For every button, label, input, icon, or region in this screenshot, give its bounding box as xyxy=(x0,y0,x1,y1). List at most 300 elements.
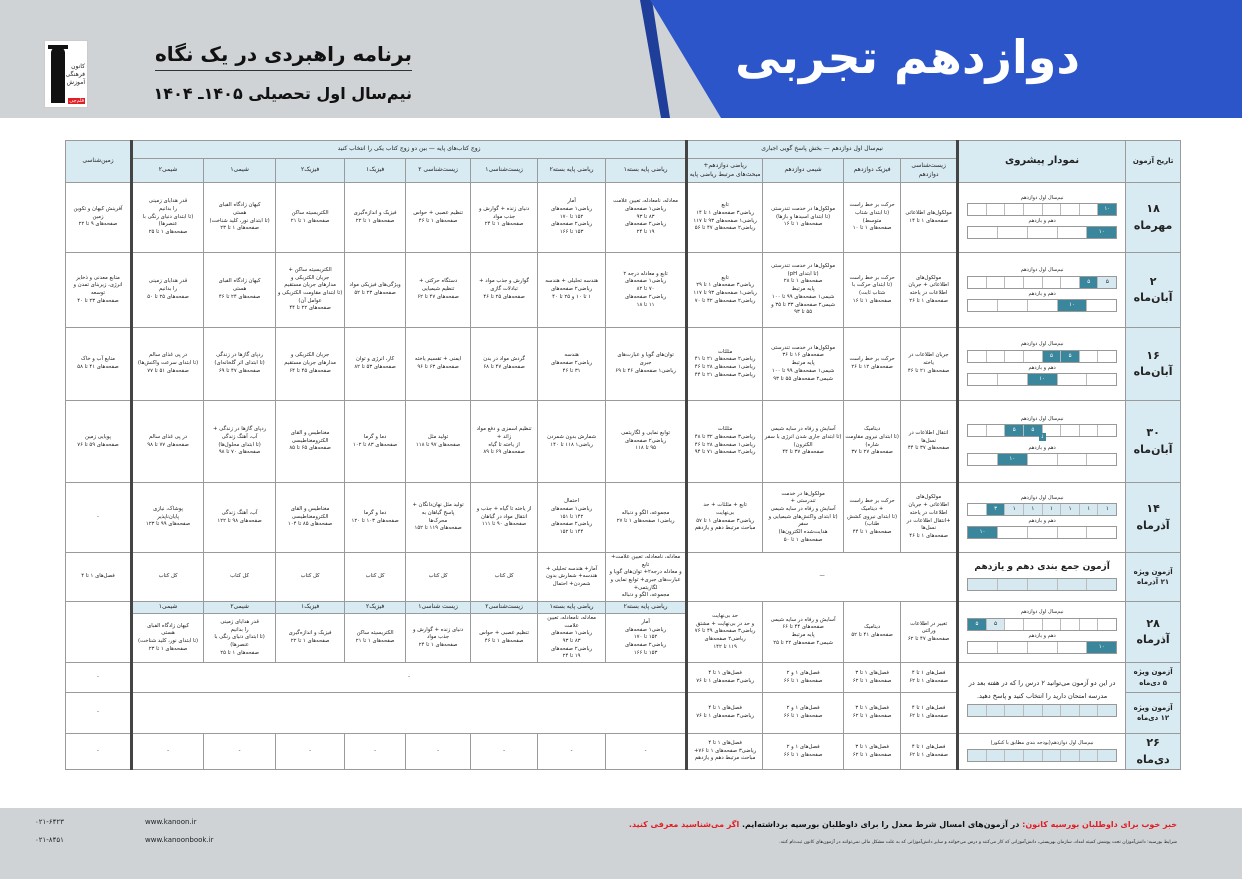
progress-segment xyxy=(1060,750,1079,761)
topic-pair-cell: کل کتاب xyxy=(406,553,471,602)
topic-pair-cell: تنظیم عصبی + حواس صفحه‌های ۱ تا ۴۶ xyxy=(471,614,538,663)
merged-12-cell: — xyxy=(687,553,958,602)
progress-segment xyxy=(968,300,997,311)
progress-segment xyxy=(1042,204,1061,215)
progress-segment: ۵ xyxy=(1079,277,1098,288)
progress-segment: ۱۰ xyxy=(968,527,997,538)
progress-chart xyxy=(958,553,1126,602)
topic-pair-cell: دنیای زنده + گوارش و جذب مواد صفحه‌های ۱ تا ۲۴ xyxy=(406,614,471,663)
progress-segment xyxy=(1023,351,1042,362)
progress-chart xyxy=(958,602,1126,663)
schedule-table xyxy=(65,140,1181,770)
progress-segment: ۵ xyxy=(968,619,986,630)
progress-segment xyxy=(986,204,1005,215)
exam-date: ۲۶ دی‌ماه xyxy=(1126,734,1181,770)
topic-12-cell: مولکول‌ها در خدمت تندرستی صفحه‌های ۱۶ تا ۳۶ پایه مرتبط شیمی۱ صفحه‌های ۹۹ تا ۱۰۰ شیمی۲ صفحه‌های ۵۵ تا ۹۳ xyxy=(763,328,844,401)
col-header-pair-6: شیمی۱ xyxy=(204,159,276,183)
col-header-12-1: فیزیک دوازدهم xyxy=(844,159,901,183)
exam-row xyxy=(66,328,1181,401)
progress-bar xyxy=(967,578,1117,591)
progress-bar xyxy=(967,276,1117,289)
progress-bar xyxy=(967,526,1117,539)
bar-label: دهم و یازدهم xyxy=(1028,364,1056,371)
col-header-12-3: ریاضی دوازدهم+ مبحث‌های مرتبط ریاضی پایه xyxy=(687,159,763,183)
topic-pair-cell: - xyxy=(538,734,606,770)
progress-chart xyxy=(958,183,1126,253)
progress-segment: ۱۰ xyxy=(1027,374,1057,385)
chart-note: در این دو آزمون می‌توانید ۲ درس را که در هفته بعد در مدرسه امتحان دارید را انتخاب کنید و پاسخ دهید. xyxy=(968,679,1116,700)
progress-segment xyxy=(1060,277,1079,288)
footer xyxy=(0,808,1242,879)
topic-12-cell: فصل‌های ۱ و ۲ صفحه‌های ۱ تا ۶۶ xyxy=(763,663,844,693)
progress-bar xyxy=(967,749,1117,762)
bar-label: دهم و یازدهم xyxy=(1028,218,1056,224)
topic-12-cell: فصل‌های ۱ تا ۴ ریاضی۳ صفحه‌های ۱ تا ۷۶+ مباحث مرتبط دهم و یازدهم xyxy=(687,734,763,770)
topic-pair-cell: قدر هدایای زمینی را بدانیم (تا ابتدای دنیای رنگی با عنصرها) صفحه‌های ۱ تا ۲۵ xyxy=(204,614,276,663)
progress-segment xyxy=(1004,619,1023,630)
progress-segment xyxy=(986,277,1005,288)
sub-header-pair: ریاضی پایه بسته۱ xyxy=(538,602,606,614)
logo-brand: قلم‌چی xyxy=(69,98,84,104)
topic-pair-cell: کیهان زادگاه الفبای هستی صفحه‌های ۲۴ تا ۴۶ xyxy=(204,253,276,328)
bar-label: دهم و یازدهم xyxy=(1028,290,1056,297)
progress-segment xyxy=(986,750,1005,761)
topic-12-cell: آسایش و رفاه در سایه شیمی (تا ابتدای جاری شدن انرژی با سفر الکترون) صفحه‌های ۳۷ تا ۴۴ xyxy=(763,401,844,483)
progress-segment xyxy=(1042,705,1061,716)
topic-pair-cell: مغناطیس و القای الکترومغناطیسی صفحه‌های ۶۵ تا ۸۵ xyxy=(276,401,345,483)
news-text: در آزمون‌های امسال شرط معدل را برای داوطلبان بورسیه برداشته‌ایم. xyxy=(739,820,1023,829)
topic-pair-cell: - xyxy=(406,734,471,770)
topic-pair-cell: مغناطیس و القای الکترومغناطیسی صفحه‌های ۸۵ تا ۱۰۴ xyxy=(276,483,345,553)
logo-text: کانون فرهنگی آموزش xyxy=(65,63,85,86)
topic-pair-cell: کل کتاب xyxy=(471,553,538,602)
progress-bar xyxy=(967,373,1117,386)
topic-pair-cell: هندسه ریاضی۲ صفحه‌های ۳۱ تا ۴۶ xyxy=(538,328,606,401)
topic-12-cell: دینامیک (تا ابتدای نیروی مقاومت شاره) صفحه‌های ۲۷ تا ۳۷ xyxy=(844,401,901,483)
progress-segment: ۱ xyxy=(1042,504,1061,515)
topic-pair-cell: معادله، نامعادله، تعیین علامت+ تابع و معادله درجه۲+ توان‌های گویا و عبارت‌های جبری+ توابع نمایی و لگاریتمی+ مجموعه، الگو و دنباله xyxy=(606,553,687,602)
exam-row xyxy=(66,483,1181,553)
exam-date: آزمون ویژه ۱۲ دی‌ماه xyxy=(1126,693,1181,734)
progress-segment: ۵ xyxy=(1060,351,1079,362)
col-header-pair-1: ریاضی پایه بسته۲ xyxy=(538,159,606,183)
progress-segment xyxy=(1023,705,1042,716)
merged-pairs-cell: - xyxy=(132,663,687,693)
topic-pair-cell: جریان الکتریکی و مدارهای جریان مستقیم صفحه‌های ۴۵ تا ۶۴ xyxy=(276,328,345,401)
term-label: نیم‌سال اول تحصیلی ۱۴۰۵ـ ۱۴۰۴ xyxy=(153,84,412,103)
topic-12-cell: مثلثات ریاضی۲ صفحه‌های ۲۱ تا ۴۱ ریاضی۱ صفحه‌های ۲۸ تا ۴۶ ریاضی۳ صفحه‌های ۲۱ تا ۴۴ xyxy=(687,328,763,401)
bar-label: دهم و یازدهم xyxy=(1028,632,1056,639)
progress-segment xyxy=(968,642,997,653)
bar-label: نیم‌سال اول دوازدهم xyxy=(1020,494,1064,501)
topic-pair-cell: تابع و معادله درجه ۲ ریاضی۱ صفحه‌های ۷۰ تا ۸۲ ریاضی۲ صفحه‌های ۱۱ تا ۱۸ xyxy=(606,253,687,328)
progress-segment xyxy=(1027,579,1057,590)
topic-pair-cell: دنیای زنده + گوارش و جذب مواد صفحه‌های ۱ تا ۲۴ xyxy=(471,183,538,253)
exam-date: آزمون ویژه ۲۱ آذرماه xyxy=(1126,553,1181,602)
scholarship-news xyxy=(629,820,1177,829)
progress-segment: ۱۰ xyxy=(1086,642,1116,653)
progress-segment xyxy=(1027,300,1057,311)
col-header-pair-2: زیست‌شناسی۱ xyxy=(471,159,538,183)
progress-bar xyxy=(967,453,1117,466)
topic-pair-cell: - xyxy=(204,734,276,770)
topic-pair-cell: دما و گرما صفحه‌های ۱۰۳ تا ۱۲۰ xyxy=(345,483,406,553)
topic-12-cell: فصل‌های ۱ تا ۴ صفحه‌های ۱ تا ۶۲ xyxy=(901,734,958,770)
col-header-pair-4: فیزیک۱ xyxy=(345,159,406,183)
page-header xyxy=(0,0,1242,118)
exam-row xyxy=(66,663,1181,693)
progress-segment xyxy=(1097,705,1116,716)
topic-12-cell: فصل‌های ۱ تا ۳ صفحه‌های ۱ تا ۶۲ xyxy=(844,734,901,770)
progress-segment xyxy=(968,579,997,590)
program-subtitle: برنامه راهبردی در یک نگاه xyxy=(155,42,412,71)
progress-segment: ۱۰ xyxy=(1086,227,1116,238)
progress-segment xyxy=(1097,750,1116,761)
progress-header: نمودار پیشروی xyxy=(958,141,1126,183)
progress-segment xyxy=(1097,351,1116,362)
progress-segment xyxy=(1086,527,1116,538)
progress-segment xyxy=(1023,750,1042,761)
progress-bar xyxy=(967,350,1117,363)
sub-header-pair: شیمی۲ xyxy=(204,602,276,614)
topic-pair-cell: قدر هدایای زمینی را بدانیم (تا ابتدای دنیای رنگی با عنصرها) صفحه‌های ۱ تا ۲۵ xyxy=(132,183,204,253)
progress-segment: ۳ xyxy=(986,504,1005,515)
topic-12-cell: آسایش و رفاه در سایه شیمی صفحه‌های ۴۴ تا ۶۶ پایه مرتبط شیمی۲ صفحه‌های ۲۲ تا ۲۵ xyxy=(763,602,844,663)
topic-pair-cell: آمار ریاضی۱ صفحه‌های ۱۵۲ تا ۱۷۰ ریاضی۲ صفحه‌های ۱۵۳ تا ۱۶۶ xyxy=(606,614,687,663)
progress-segment xyxy=(997,527,1027,538)
topic-12-cell: فصل‌های ۱ و ۲ صفحه‌های ۱ تا ۶۶ xyxy=(763,734,844,770)
col-header-12-0: زیست‌شناسی دوازدهم xyxy=(901,159,958,183)
topic-geology-cell: پویایی زمین صفحه‌های ۵۹ تا ۷۶ xyxy=(66,401,132,483)
progress-segment: ۵ xyxy=(1023,425,1042,436)
progress-segment: ۱ xyxy=(1060,504,1079,515)
topic-12-cell: فصل‌های ۱ تا ۴ صفحه‌های ۱ تا ۶۲ xyxy=(901,663,958,693)
progress-segment xyxy=(968,277,986,288)
progress-segment xyxy=(1023,204,1042,215)
progress-segment: ۵ xyxy=(1097,277,1116,288)
topic-pair-cell: آب، آهنگ زندگی صفحه‌های ۹۸ تا ۱۲۲ xyxy=(204,483,276,553)
progress-segment xyxy=(1060,619,1079,630)
news-call: اگر می‌شناسید معرفی کنید. xyxy=(628,820,740,829)
topic-12-cell: فصل‌های ۱ تا ۳ صفحه‌های ۱ تا ۶۲ xyxy=(844,693,901,734)
topic-pair-cell: توابع نمایی و لگاریتمی ریاضی۲ صفحه‌های ۹۵ تا ۱۱۸ xyxy=(606,401,687,483)
progress-segment xyxy=(1086,374,1116,385)
progress-segment xyxy=(1042,619,1061,630)
progress-segment xyxy=(968,750,986,761)
exam-date: ۲۸ آذرماه xyxy=(1126,602,1181,663)
topic-pair-cell: کیهان زادگاه الفبای هستی (تا ابتدای نور، کلید شناخت) صفحه‌های ۱ تا ۲۳ xyxy=(204,183,276,253)
progress-segment: ۱۰ xyxy=(1057,300,1087,311)
sub-header-pair: زیست‌شناسی۲ xyxy=(471,602,538,614)
topic-pair-cell: الکتریسیته ساکن صفحه‌های ۱ تا ۲۱ xyxy=(345,614,406,663)
topic-12-cell: مولکول‌ها در خدمت تندرستی + آسایش و رفاه در سایه شیمی (تا ابتدای واکنش‌های شیمیایی و سفر هدایت‌شده الکترون‌ها) صفحه‌های ۱ تا ۵۰ xyxy=(763,483,844,553)
progress-segment xyxy=(968,204,986,215)
progress-segment xyxy=(1060,425,1079,436)
topic-12-cell: مولکول‌ها در خدمت تندرستی (تا ابتدای اسیدها و بازها) صفحه‌های ۱ تا ۱۶ xyxy=(763,183,844,253)
topic-pair-cell: گوارش و جذب مواد + تبادلات گازی صفحه‌های ۲۵ تا ۴۶ xyxy=(471,253,538,328)
exam-date: آزمون ویژه ۵ دی‌ماه xyxy=(1126,663,1181,693)
topic-12-cell: حرکت بر خط راست (تا ابتدای شتاب متوسط) صفحه‌های ۱ تا ۱۰ xyxy=(844,183,901,253)
col-header-pair-7: شیمی۲ xyxy=(132,159,204,183)
progress-segment: ۵ xyxy=(986,619,1005,630)
topic-12-cell: حد بی‌نهایت و حد در بی‌نهایت + مشتق ریاضی۳ صفحه‌های ۴۹ تا ۷۶ ریاضی۲ صفحه‌های ۱۱۹ تا ۱۴۲ xyxy=(687,602,763,663)
topic-pair-cell: در پی غذای سالم صفحه‌های ۷۷ تا ۹۸ xyxy=(132,401,204,483)
kanoon-logo xyxy=(44,40,88,108)
progress-chart xyxy=(958,734,1126,770)
bar-label: نیم‌سال اول دوازدهم xyxy=(1020,194,1064,201)
topic-geology-cell: منابع معدنی و ذخایر انرژی، زیربنای تمدن و توسعه صفحه‌های ۲۳ تا ۴۰ xyxy=(66,253,132,328)
progress-segment: ۱ xyxy=(1079,504,1098,515)
progress-segment xyxy=(968,425,986,436)
progress-segment xyxy=(1097,619,1116,630)
progress-segment: ۱ xyxy=(1023,504,1042,515)
progress-segment xyxy=(1060,705,1079,716)
topic-geology-cell: - xyxy=(66,693,132,734)
progress-segment xyxy=(1086,579,1116,590)
exam-row xyxy=(66,602,1181,614)
progress-segment xyxy=(1086,300,1116,311)
topic-12-cell: مولکول‌های اطلاعاتی + جریان اطلاعات در یاخته +انتقال اطلاعات در نسل‌ها صفحه‌های ۱ تا ۴۶ xyxy=(901,483,958,553)
exam-date: ۱۸ مهرماه xyxy=(1126,183,1181,253)
progress-segment xyxy=(1060,204,1079,215)
exam-row xyxy=(66,553,1181,602)
chart-title: آزمون جمع بندی دهم و یازدهم xyxy=(974,562,1110,573)
progress-segment xyxy=(1079,750,1098,761)
topic-pair-cell: الکتریسیته ساکن + جریان الکتریکی و مدارهای جریان مستقیم (تا ابتدای مقاومت الکتریکی و عوامل آن) صفحه‌های ۲۲ تا ۴۴ xyxy=(276,253,345,328)
topic-12-cell: تابع ریاضی۳ صفحه‌های ۱ تا ۱۴ ریاضی۱ صفحه‌های ۹۳ تا ۱۱۷ ریاضی۲ صفحه‌های ۴۷ تا ۵۶ xyxy=(687,183,763,253)
progress-chart xyxy=(958,401,1126,483)
progress-bar xyxy=(967,704,1117,717)
progress-segment: ۱۰ xyxy=(997,454,1027,465)
progress-segment: ۵ xyxy=(1004,425,1023,436)
progress-chart xyxy=(958,483,1126,553)
progress-segment: ۱۰ xyxy=(1097,204,1116,215)
progress-segment xyxy=(1042,425,1061,436)
topic-pair-cell: کل کتاب xyxy=(345,553,406,602)
exam-date: ۳۰ آبان‌ماه xyxy=(1126,401,1181,483)
topic-pair-cell: فیزیک و اندازه‌گیری صفحه‌های ۱ تا ۲۲ xyxy=(345,183,406,253)
progress-segment xyxy=(968,351,986,362)
news-highlight: خبر خوب برای داوطلبان بورسیه کانون: xyxy=(1022,820,1177,829)
progress-segment: ۵ xyxy=(1042,351,1061,362)
topic-pair-cell: از یاخته تا گیاه + جذب و انتقال مواد در گیاهان صفحه‌های ۹۰ تا ۱۱۱ xyxy=(471,483,538,553)
progress-segment xyxy=(1027,642,1057,653)
topic-pair-cell: کار، انرژی و توان صفحه‌های ۵۳ تا ۸۲ xyxy=(345,328,406,401)
bar-label: دهم و یازدهم xyxy=(1028,518,1056,524)
exam-date: ۱۶ آبان‌ماه xyxy=(1126,328,1181,401)
topic-pair-cell: تنظیم اسمزی و دفع مواد زائد + از یاخته تا گیاه صفحه‌های ۶۹ تا ۸۹ xyxy=(471,401,538,483)
phone-2: ۰۲۱-۸۴۵۱ xyxy=(35,836,64,844)
topic-pair-cell: کل کتاب xyxy=(204,553,276,602)
progress-segment xyxy=(1057,227,1087,238)
topic-12-cell: حرکت بر خط راست + دینامیک (تا ابتدای نیروی کشش طناب) صفحه‌های ۱ تا ۴۴ xyxy=(844,483,901,553)
topic-pair-cell: - xyxy=(345,734,406,770)
topic-12-cell: فصل‌های ۱ و ۲ صفحه‌های ۱ تا ۶۶ xyxy=(763,693,844,734)
topic-pair-cell: شمارش بدون شمردن ریاضی۱ ۱۱۸ تا ۱۴۰ xyxy=(538,401,606,483)
topic-pair-cell: کل کتاب xyxy=(132,553,204,602)
progress-chart xyxy=(958,253,1126,328)
group-12-header: نیم‌سال اول دوازدهم — بخش پاسخ گویی اجباری xyxy=(687,141,958,159)
col-header-12-2: شیمی دوازدهم xyxy=(763,159,844,183)
progress-segment xyxy=(997,300,1027,311)
topic-geology-cell: - xyxy=(66,663,132,693)
topic-12-cell: دینامیک صفحه‌های ۴۱ تا ۵۲ xyxy=(844,602,901,663)
kanoon-site-link[interactable]: www.kanoon.ir xyxy=(145,818,197,826)
topic-pair-cell: تنظیم عصبی + حواس صفحه‌های ۱ تا ۴۶ xyxy=(406,183,471,253)
progress-segment xyxy=(1004,277,1023,288)
topic-pair-cell: معادله، نامعادله، تعیین علامت ریاضی۱ صفحه‌های ۸۳ تا ۹۳ ریاضی۲ صفحه‌های ۱۹ تا ۲۴ xyxy=(538,614,606,663)
topic-geology-cell: - xyxy=(66,483,132,553)
progress-segment xyxy=(1057,642,1087,653)
topic-pair-cell: کل کتاب xyxy=(276,553,345,602)
progress-segment xyxy=(986,425,1005,436)
topic-pair-cell: - xyxy=(276,734,345,770)
topic-geology-cell: فصل‌های ۱ تا ۴ xyxy=(66,553,132,602)
topic-pair-cell: آمار ریاضی۱ صفحه‌های ۱۵۲ تا ۱۷۰ ریاضی۲ صفحه‌های ۱۵۳ تا ۱۶۶ xyxy=(538,183,606,253)
progress-segment xyxy=(1079,705,1098,716)
topic-pair-cell: فیزیک و اندازه‌گیری صفحه‌های ۱ تا ۲۲ xyxy=(276,614,345,663)
topic-pair-cell: تولید مثل نهان‌دانگان + پاسخ گیاهان به محرک‌ها صفحه‌های ۱۱۹ تا ۱۵۲ xyxy=(406,483,471,553)
progress-segment xyxy=(1057,527,1087,538)
topic-pair-cell: توان‌های گویا و عبارت‌های جبری ریاضی۱ صفحه‌های ۴۶ تا ۶۹ xyxy=(606,328,687,401)
sub-header-pair: فیزیک۲ xyxy=(345,602,406,614)
progress-segment xyxy=(1004,705,1023,716)
bar-label: نیم‌سال اول دوازدهم xyxy=(1020,609,1064,616)
progress-bar xyxy=(967,299,1117,312)
exam-row xyxy=(66,734,1181,770)
progress-chart xyxy=(958,328,1126,401)
progress-segment xyxy=(1079,351,1098,362)
progress-bar xyxy=(967,203,1117,216)
topic-pair-cell: - xyxy=(471,734,538,770)
topic-12-cell: حرکت بر خط راست (تا ابتدای حرکت با شتاب ثابت) صفحه‌های ۱ تا ۱۶ xyxy=(844,253,901,328)
topic-pair-cell: هندسه تحلیلی + هندسه ریاضی۲ صفحه‌های ۱ تا ۱۰ و ۲۵ تا ۴۰ xyxy=(538,253,606,328)
progress-segment xyxy=(1004,750,1023,761)
topic-12-cell: انتقال اطلاعات در نسل‌ها صفحه‌های ۳۷ تا ۴۴ xyxy=(901,401,958,483)
progress-segment xyxy=(1027,227,1057,238)
topic-geology-cell xyxy=(66,602,132,663)
sub-header-pair: زیست شناسی۱ xyxy=(406,602,471,614)
bar-label: نیم‌سال اول دوازدهم xyxy=(1020,415,1064,422)
topic-12-cell: تغییر در اطلاعات وراثتی صفحه‌های ۴۷ تا ۶۲ xyxy=(901,602,958,663)
exam-row xyxy=(66,401,1181,483)
progress-segment xyxy=(1042,277,1061,288)
bar-label: نیم‌سال اول دوازدهم(بودجه بندی مطابق با کنکور) xyxy=(990,740,1094,747)
progress-segment xyxy=(1079,425,1098,436)
topic-pair-cell: دستگاه حرکتی + تنظیم شیمیایی صفحه‌های ۴۷ تا ۶۲ xyxy=(406,253,471,328)
exam-date: ۲ آبان‌ماه xyxy=(1126,253,1181,328)
progress-segment xyxy=(1057,454,1087,465)
progress-bar xyxy=(967,424,1117,437)
topic-12-cell: مولکول‌های اطلاعاتی صفحه‌های ۱ تا ۱۴ xyxy=(901,183,958,253)
col-header-pair-3: زیست‌شناسی ۲ xyxy=(406,159,471,183)
progress-segment xyxy=(1079,204,1098,215)
col-header-pair-0: ریاضی پایه بسته۱ xyxy=(606,159,687,183)
topic-pair-cell: ردپای گازها در زندگی + آب، آهنگ زندگی (تا ابتدای محلول‌ها) صفحه‌های ۷۰ تا ۹۸ xyxy=(204,401,276,483)
exam-row xyxy=(66,253,1181,328)
topic-pair-cell: ویژگی‌های فیزیکی مواد صفحه‌های ۲۳ تا ۵۲ xyxy=(345,253,406,328)
progress-segment: ۱ xyxy=(1097,504,1116,515)
topic-pair-cell: قدر هدایای زمینی را بدانیم صفحه‌های ۲۵ تا ۵۰ xyxy=(132,253,204,328)
progress-bar xyxy=(967,226,1117,239)
sub-header-pair: فیزیک۱ xyxy=(276,602,345,614)
topic-pair-cell: - xyxy=(606,734,687,770)
topic-pair-cell: الکتریسیته ساکن صفحه‌های ۱ تا ۲۱ xyxy=(276,183,345,253)
merged-pairs-cell xyxy=(132,693,687,734)
topic-pair-cell: احتمال ریاضی۱ صفحه‌های ۱۴۲ تا ۱۵۱ ریاضی۲ صفحه‌های ۱۴۴ تا ۱۵۲ xyxy=(538,483,606,553)
progress-bar xyxy=(967,503,1117,516)
topic-pair-cell: دما و گرما صفحه‌های ۸۳ تا ۱۰۲ xyxy=(345,401,406,483)
topic-12-cell: تابع + مثلثات + حد بی‌نهایت ریاضی۳ صفحه‌های ۱ تا ۵۷ مباحث مرتبط دهم و یازدهم xyxy=(687,483,763,553)
topic-12-cell: فصل‌های ۱ تا ۳ صفحه‌های ۱ تا ۶۲ xyxy=(844,663,901,693)
topic-12-cell: فصل‌های ۱ تا ۴ صفحه‌های ۱ تا ۶۲ xyxy=(901,693,958,734)
topic-12-cell: تابع ریاضی۳ صفحه‌های ۱ تا ۲۹ ریاضی۱ صفحه‌های ۹۳ تا ۱۱۷ ریاضی۲ صفحه‌های ۴۲ تا ۷۰ xyxy=(687,253,763,328)
topic-12-cell: مولکول‌های اطلاعاتی + جریان اطلاعات در یاخته صفحه‌های ۱ تا ۲۶ xyxy=(901,253,958,328)
topic-pair-cell: تولید مثل صفحه‌های ۹۷ تا ۱۱۸ xyxy=(406,401,471,483)
topic-12-cell: فصل‌های ۱ تا ۴ ریاضی۳ صفحه‌های ۱ تا ۷۶ xyxy=(687,663,763,693)
topic-pair-cell: مجموعه، الگو و دنباله ریاضی۱ صفحه‌های ۱ تا ۲۷ xyxy=(606,483,687,553)
bar-label: نیم‌سال اول دوازدهم xyxy=(1020,267,1064,274)
progress-segment xyxy=(968,454,997,465)
topic-pair-cell: ردپای گازها در زندگی (تا ابتدای اثر گلخانه‌ای) صفحه‌های ۴۷ تا ۶۹ xyxy=(204,328,276,401)
progress-segment xyxy=(1023,277,1042,288)
col-header-geology: زمین‌شناسی xyxy=(66,141,132,183)
topic-12-cell: مولکول‌ها در خدمت تندرستی (تا ابتدای pH) صفحه‌های ۱ تا ۲۸ پایه مرتبط شیمی۱ صفحه‌های ۹۹ تا ۱۰۰ شیمی۲ صفحه‌های ۳۳ تا ۳۵ و ۵۵ تا ۹۳ xyxy=(763,253,844,328)
date-header: تاریخ آزمون xyxy=(1126,141,1181,183)
topic-pair-cell: کیهان زادگاه الفبای هستی (تا ابتدای نور، کلید شناخت) صفحه‌های ۱ تا ۲۳ xyxy=(132,614,204,663)
progress-segment xyxy=(1042,750,1061,761)
progress-segment xyxy=(997,642,1027,653)
sub-header-pair: شیمی۱ xyxy=(132,602,204,614)
scholarship-conditions: شرایط بورسیه: دانش‌آموزان تحت پوشش کمیته امداد، سازمان بهزیستی، دانش‌آموزانی که کار می‌کنند و درس می‌خوانند و سایر دانش‌آموزانی که به علت مشکل مالی نمی‌توانند در آزمون‌های کانون ثبت‌نام کنند. xyxy=(779,840,1177,845)
progress-bar xyxy=(967,641,1117,654)
topic-pair-cell: گردش مواد در بدن صفحه‌های ۴۷ تا ۶۸ xyxy=(471,328,538,401)
progress-segment xyxy=(1004,351,1023,362)
progress-segment xyxy=(968,705,986,716)
topic-pair-cell: آمار+ هندسه تحلیلی + هندسه+ شمارش بدون شمردن+ احتمال xyxy=(538,553,606,602)
progress-segment xyxy=(1023,619,1042,630)
progress-segment: ۱ xyxy=(1004,504,1023,515)
progress-segment xyxy=(1097,425,1116,436)
progress-segment xyxy=(1004,204,1023,215)
topic-pair-cell: در پی غذای سالم (تا ابتدای سرعت واکنش‌ها) صفحه‌های ۵۱ تا ۷۷ xyxy=(132,328,204,401)
kanoonbook-site-link[interactable]: www.kanoonbook.ir xyxy=(145,836,214,844)
topic-12-cell: مثلثات ریاضی۳ صفحه‌های ۳۲ تا ۴۸ ریاضی۱ صفحه‌های ۲۸ تا ۴۶ ریاضی۲ صفحه‌های ۷۱ تا ۹۴ xyxy=(687,401,763,483)
progress-segment xyxy=(1057,374,1087,385)
progress-segment xyxy=(997,227,1027,238)
exam-row xyxy=(66,183,1181,253)
topic-pair-cell: - xyxy=(132,734,204,770)
group-pairs-header: زوج کتاب‌های پایه — بین دو زوج کتاب یکی را انتخاب کنید xyxy=(132,141,687,159)
graduate-figure-icon xyxy=(51,47,65,103)
progress-segment xyxy=(968,504,986,515)
topic-pair-cell: معادله، نامعادله، تعیین علامت ریاضی۱ صفحه‌های ۸۳ تا ۹۳ ریاضی۲ صفحه‌های ۱۹ تا ۲۴ xyxy=(606,183,687,253)
progress-segment xyxy=(997,374,1027,385)
col-header-pair-5: فیزیک۲ xyxy=(276,159,345,183)
topic-geology-cell: آفرینش کیهان و تکوین زمین صفحه‌های ۹ تا ۲۲ xyxy=(66,183,132,253)
bar-label: دهم و یازدهم xyxy=(1028,445,1056,451)
progress-segment xyxy=(1027,527,1057,538)
progress-segment xyxy=(1027,454,1057,465)
progress-segment xyxy=(986,351,1005,362)
progress-segment xyxy=(997,579,1027,590)
topic-12-cell: حرکت بر خط راست صفحه‌های ۱۲ تا ۲۶ xyxy=(844,328,901,401)
bar-label: نیم‌سال اول دوازدهم xyxy=(1020,341,1064,348)
progress-segment xyxy=(1057,579,1087,590)
progress-bar xyxy=(967,618,1117,631)
topic-12-cell: جریان اطلاعات در یاخته صفحه‌های ۲۱ تا ۴۶ xyxy=(901,328,958,401)
page-title: دوازدهم تجربی xyxy=(735,30,1080,84)
